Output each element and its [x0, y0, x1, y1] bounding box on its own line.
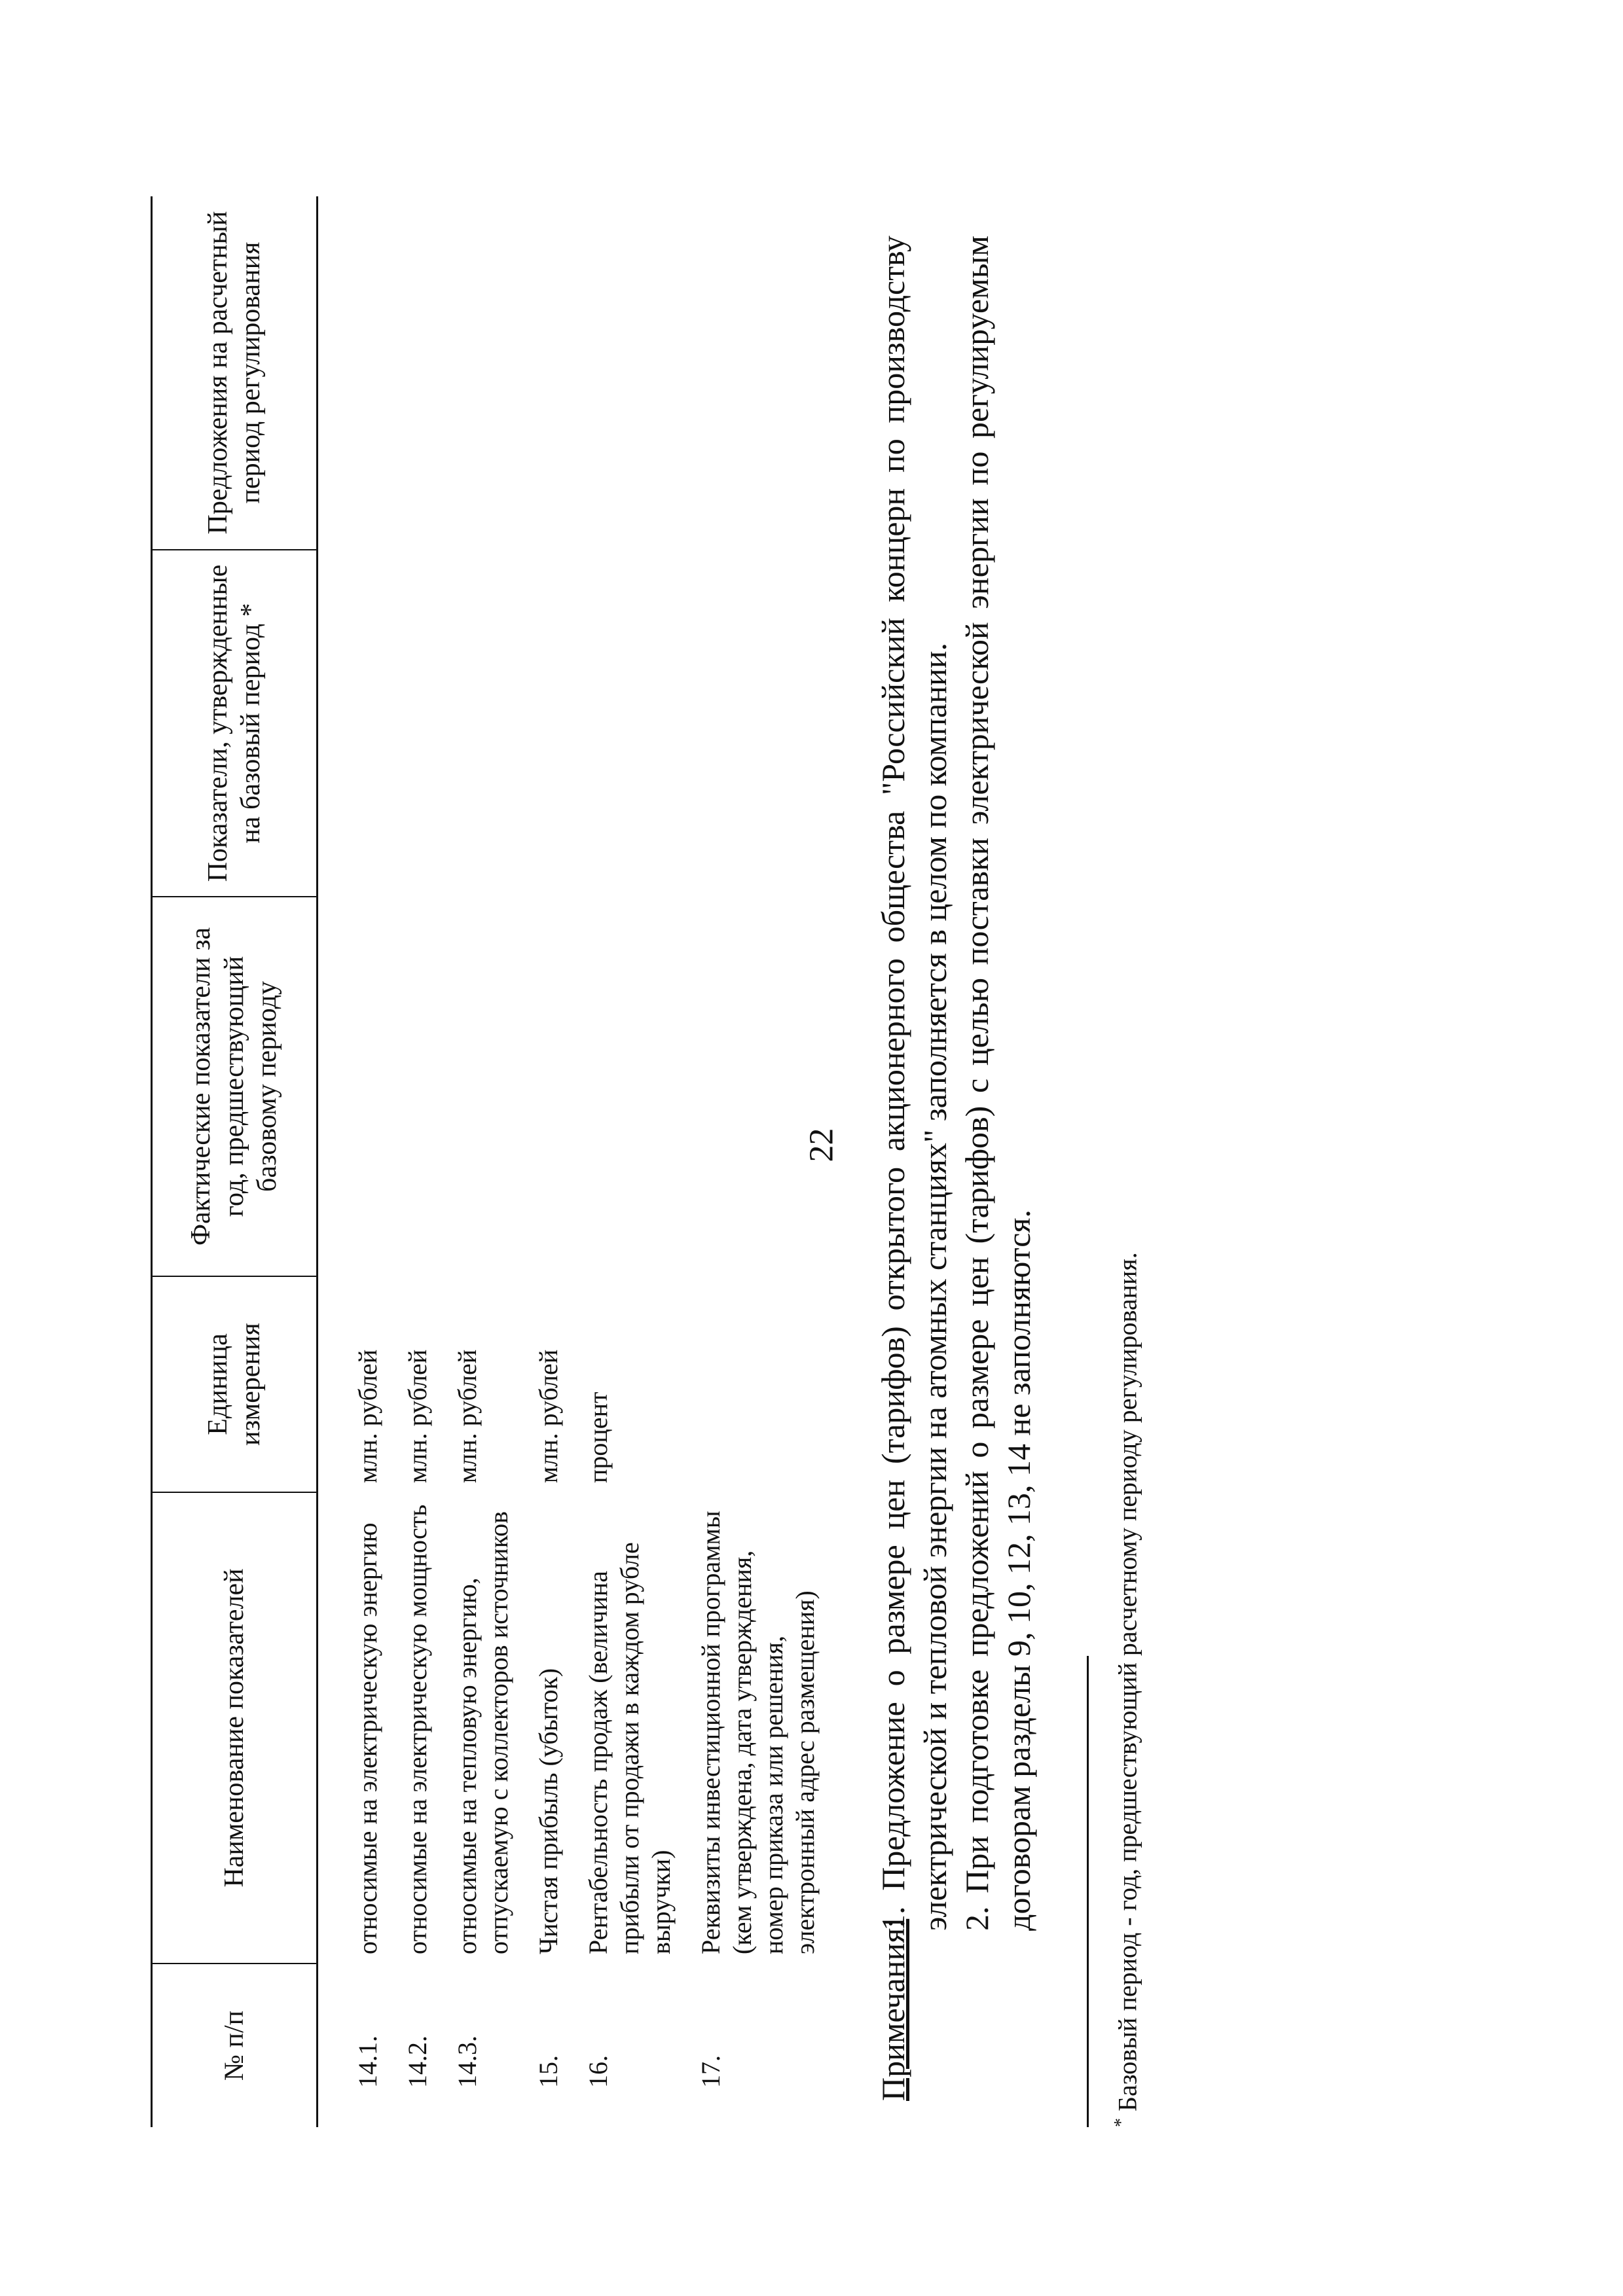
row-unit [689, 1276, 833, 1492]
row-proposal [689, 196, 833, 550]
header-proposal: Предложения на расчетный период регулирования [152, 196, 318, 550]
header-name: Наименование показателей [152, 1492, 318, 1964]
table-row [445, 196, 526, 2127]
row-approved [318, 550, 396, 897]
row-proposal [526, 196, 576, 550]
row-actual [445, 897, 526, 1276]
row-proposal [445, 196, 526, 550]
row-name: относимые на электрическую энергию [353, 1522, 382, 1954]
notes-label: Примечания: [875, 1918, 911, 2101]
row-approved [526, 550, 576, 897]
row-name: относимые на тепловую энергию, отпускаемую с коллекторов источников [452, 1511, 513, 1954]
row-name: относимые на электрическую мощность [403, 1504, 432, 1954]
row-unit: млн. рублей [353, 1349, 382, 1483]
row-unit: млн. рублей [452, 1349, 482, 1483]
note-2-text: 2. При подготовке предложений о размере цен (тарифов) с целью поставки электрической энергии по регулируемым договорам разделы 9, 10, 12, 13, 14 не заполняются. [958, 236, 1037, 1931]
header-num: № п/п [152, 1964, 318, 2127]
row-approved [576, 550, 689, 897]
row-num: 17. [696, 2055, 725, 2088]
table-row [576, 196, 689, 2127]
row-num: 15. [534, 2055, 563, 2088]
row-actual [526, 897, 576, 1276]
row-num: 14.2. [403, 2036, 432, 2088]
row-name: Рентабельность продаж (величина прибыли от продажи в каждом рубле выручки) [583, 1542, 676, 1954]
row-actual [576, 897, 689, 1276]
page-number: 22 [803, 1128, 841, 1162]
table-row [689, 196, 833, 2127]
row-name: Чистая прибыль (убыток) [534, 1668, 563, 1954]
notes-section [872, 236, 1040, 2101]
note-1-text: 1. Предложение о размере цен (тарифов) открытого акционерного общества "Российский концерн по производству электрической и тепловой энергии на атомных станциях" заполняется в целом по компании. [875, 236, 953, 1931]
row-approved [445, 550, 526, 897]
footnote-separator [1087, 1656, 1089, 2127]
row-proposal [576, 196, 689, 550]
footnote-text: Базовый период - год, предшествующий расчетному периоду регулирования. [1112, 1252, 1142, 2111]
footnote-mark: * [1111, 2118, 1131, 2127]
row-approved [689, 550, 833, 897]
row-num: 16. [583, 2055, 613, 2088]
row-unit: процент [583, 1391, 613, 1483]
indicators-table [151, 196, 833, 2127]
row-unit: млн. рублей [534, 1349, 563, 1483]
table-row [318, 196, 396, 2127]
row-num: 14.3. [452, 2036, 482, 2088]
row-proposal [395, 196, 445, 550]
row-name: Реквизиты инвестиционной программы (кем утверждена, дата утверждения, номер приказа или решения, электронный адрес размещения) [696, 1511, 820, 1954]
table-row [395, 196, 445, 2127]
header-approved: Показатели, утвержденные на базовый период * [152, 550, 318, 897]
rotated-content [151, 164, 1342, 2127]
header-actual: Фактические показатели за год, предшествующий базовому периоду [152, 897, 318, 1276]
row-unit: млн. рублей [403, 1349, 432, 1483]
table-header-row [152, 196, 318, 2127]
note-2 [956, 236, 1040, 2101]
row-actual [689, 897, 833, 1276]
row-approved [395, 550, 445, 897]
header-unit: Единица измерения [152, 1276, 318, 1492]
footnote [1111, 164, 1142, 2127]
row-num: 14.1. [353, 2036, 382, 2088]
row-proposal [318, 196, 396, 550]
note-1 [872, 236, 956, 2101]
table-row [526, 196, 576, 2127]
row-actual [395, 897, 445, 1276]
row-actual [318, 897, 396, 1276]
